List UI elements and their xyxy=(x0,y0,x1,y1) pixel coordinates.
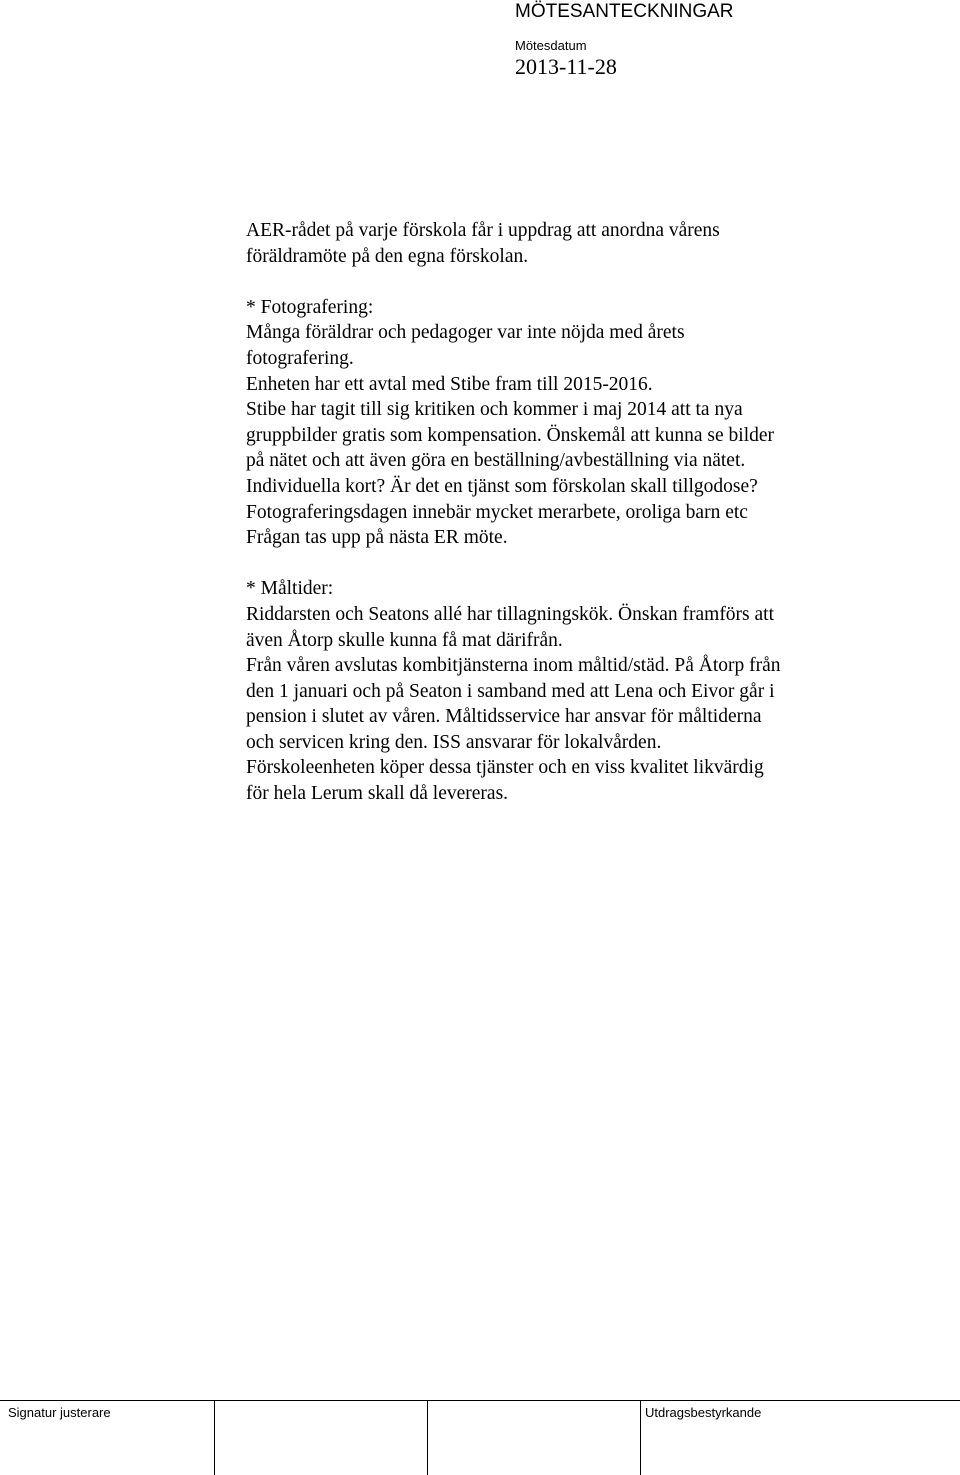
text-line: gruppbilder gratis som kompensation. Önskemål att kunna se bilder xyxy=(246,424,775,446)
paragraph-maltider xyxy=(246,576,946,806)
header-title: MÖTESANTECKNINGAR xyxy=(515,1,734,22)
minutes-body xyxy=(246,218,946,807)
text-line: AER-rådet på varje förskola får i uppdrag att anordna vårens xyxy=(246,220,720,241)
footer-divider xyxy=(427,1401,428,1475)
text-line: även Åtorp skulle kunna få mat därifrån. xyxy=(246,629,563,651)
meeting-date-value: 2013-11-28 xyxy=(515,54,617,79)
text-line: föräldramöte på den egna förskolan. xyxy=(246,245,529,267)
section-heading-maltider: * Måltider: xyxy=(246,578,334,600)
signature-footer xyxy=(0,1400,960,1475)
section-heading-fotografering: * Fotografering: xyxy=(246,296,374,318)
text-line: Enheten har ett avtal med Stibe fram till 2015-2016. xyxy=(246,373,653,395)
text-line: Riddarsten och Seatons allé har tillagningskök. Önskan framförs att xyxy=(246,603,775,625)
text-line: den 1 januari och på Seaton i samband med att Lena och Eivor går i xyxy=(246,680,775,702)
signature-label: Signatur justerare xyxy=(8,1405,111,1420)
footer-divider xyxy=(640,1401,641,1475)
meeting-date-label: Mötesdatum xyxy=(515,38,587,53)
text-line: Förskoleenheten köper dessa tjänster och en viss kvalitet likvärdig xyxy=(246,757,764,779)
paragraph-fotografering xyxy=(246,295,946,551)
text-line: Många föräldrar och pedagoger var inte nöjda med årets xyxy=(246,322,685,344)
text-line: och servicen kring den. ISS ansvarar för lokalvården. xyxy=(246,731,662,753)
text-line: på nätet och att även göra en beställning/avbeställning via nätet. xyxy=(246,450,746,472)
text-line: fotografering. xyxy=(246,347,354,369)
text-line: Frågan tas upp på nästa ER möte. xyxy=(246,527,508,549)
text-line: Fotograferingsdagen innebär mycket merarbete, oroliga barn etc xyxy=(246,501,748,523)
text-line: för hela Lerum skall då levereras. xyxy=(246,783,509,805)
text-line: Stibe har tagit till sig kritiken och kommer i maj 2014 att ta nya xyxy=(246,399,743,421)
paragraph-aer xyxy=(246,218,946,269)
text-line: pension i slutet av våren. Måltidsservice har ansvar för måltiderna xyxy=(246,706,762,728)
text-line: Individuella kort? Är det en tjänst som förskolan skall tillgodose? xyxy=(246,475,758,497)
extract-label: Utdragsbestyrkande xyxy=(645,1405,762,1420)
text-line: Från våren avslutas kombitjänsterna inom måltid/städ. På Åtorp från xyxy=(246,655,781,677)
footer-divider xyxy=(214,1401,215,1475)
